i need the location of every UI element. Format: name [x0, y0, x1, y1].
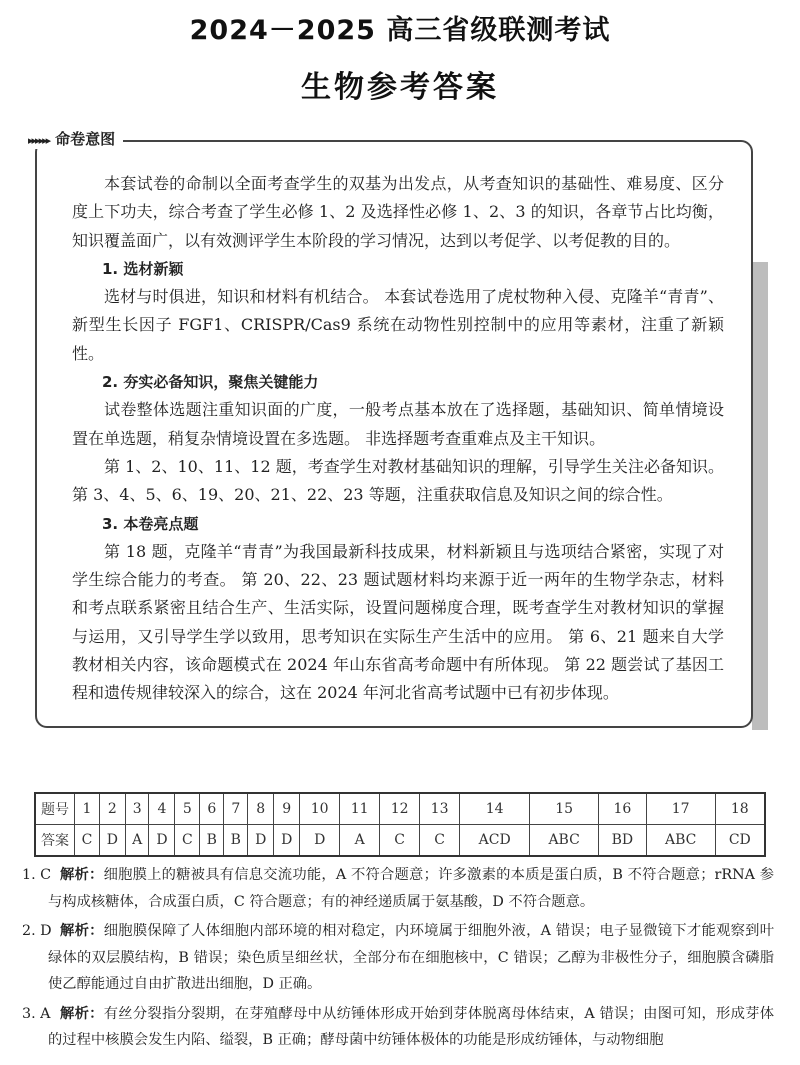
question-number-cell: 16 [599, 793, 647, 825]
question-number-cell: 4 [149, 793, 175, 825]
answer-row [35, 825, 765, 857]
answer-cell: D [99, 825, 125, 857]
explanation-number: 3. A [22, 1005, 51, 1022]
answer-cell: C [175, 825, 200, 857]
section-heading: 1. 选材新颖 [102, 259, 184, 278]
answer-cell: B [200, 825, 224, 857]
answer-cell: CD [715, 825, 765, 857]
answer-cell: A [340, 825, 380, 857]
explanation-text: 有丝分裂指分裂期，在芽殖酵母中从纺锤体形成开始到芽体脱离母体结束，A 错误；由图可知，形成芽体的过程中核膜会发生内陷、缢裂，B 正确；酵母菌中纺锤体极体的功能是形成纺锤体，与动物细胞 [48, 1005, 774, 1048]
question-number-cell: 10 [300, 793, 340, 825]
question-number-cell: 14 [460, 793, 530, 825]
answer-cell: A [125, 825, 149, 857]
document-subtitle: 生物参考答案 [301, 70, 499, 105]
explanations [22, 862, 774, 1057]
section-paragraph: 第 18 题，克隆羊“青青”为我国最新科技成果，材料新颖且与选项结合紧密，实现了对学生综合能力的考查。 第 20、22、23 题试题材料均来源于近一两年的生物学杂志，材料和考点联系紧密且结合生产、生活实际，设置问题梯度合理，既考查学生对教材知识的掌握与运用，又引导学生学以致用，思考知识在实际生产生活中的应用。 第 6、21 题来自大学教材相关内容，该命题模式在 2024 年山东省高考命题中有所体现。 第 22 题尝试了基因工程和遗传规律较深入的综合，这在 2024 年河北省高考试题中已有初步体现。 [72, 541, 724, 703]
explanation-label: 解析： [60, 923, 104, 939]
row-label: 答案 [35, 825, 75, 857]
answer-cell: B [224, 825, 248, 857]
explanation-number: 2. D [22, 923, 52, 939]
document-title: 2024－2025 高三省级联测考试 [189, 15, 611, 46]
question-number-cell: 3 [125, 793, 149, 825]
answer-cell: C [75, 825, 100, 857]
question-number-cell: 7 [224, 793, 248, 825]
explanation-item [22, 1001, 774, 1054]
intent-heading-text: 命卷意图 [55, 130, 116, 148]
box-shadow [752, 262, 768, 730]
question-number-cell: 15 [530, 793, 599, 825]
question-number-cell: 6 [200, 793, 224, 825]
question-number-cell: 8 [248, 793, 274, 825]
intent-box-heading [28, 128, 123, 149]
explanation-text: 细胞膜上的糖被具有信息交流功能，A 不符合题意；许多激素的本质是蛋白质，B 不符合题意；rRNA 参与构成核糖体，合成蛋白质，C 符合题意；有的神经递质属于氨基酸，D 不符合题意。 [48, 867, 774, 910]
explanation-item [22, 862, 774, 915]
question-number-cell: 1 [75, 793, 100, 825]
answer-cell: D [274, 825, 300, 857]
answer-cell: D [300, 825, 340, 857]
answer-cell: BD [599, 825, 647, 857]
question-number-cell: 13 [420, 793, 460, 825]
answer-table [34, 792, 766, 857]
answer-cell: D [149, 825, 175, 857]
question-number-cell: 11 [340, 793, 380, 825]
question-number-cell: 2 [99, 793, 125, 825]
section-paragraph: 试卷整体选题注重知识面的广度，一般考点基本放在了选择题，基础知识、简单情境设置在单选题，稍复杂情境设置在多选题。 非选择题考查重难点及主干知识。 [72, 400, 724, 448]
arrow-icons: ▸▸▸▸▸▸ [28, 134, 50, 147]
question-number-cell: 12 [380, 793, 420, 825]
explanation-label: 解析： [60, 1005, 104, 1022]
question-number-cell: 5 [175, 793, 200, 825]
section-heading: 2. 夯实必备知识，聚焦关键能力 [102, 373, 319, 392]
intent-box-body [72, 170, 724, 708]
explanation-number: 1. C [22, 867, 52, 883]
answer-cell: C [380, 825, 420, 857]
answer-cell: C [420, 825, 460, 857]
row-label: 题号 [35, 793, 75, 825]
question-number-row [35, 793, 765, 825]
intro-paragraph: 本套试卷的命制以全面考查学生的双基为出发点，从考查知识的基础性、难易度、区分度上下功夫，综合考查了学生必修 1、2 及选择性必修 1、2、3 的知识，各章节占比均衡，知识覆盖面广，以有效测评学生本阶段的学习情况，达到以考促学、以考促教的目的。 [72, 174, 724, 250]
question-number-cell: 18 [715, 793, 765, 825]
explanation-text: 细胞膜保障了人体细胞内部环境的相对稳定，内环境属于细胞外液，A 错误；电子显微镜下才能观察到叶绿体的双层膜结构，B 错误；染色质呈细丝状，全部分布在细胞核中，C 错误；乙醇为非极性分子，细胞膜含磷脂使乙醇能通过自由扩散进出细胞，D 正确。 [48, 923, 774, 992]
section-heading: 3. 本卷亮点题 [102, 514, 199, 533]
question-number-cell: 17 [646, 793, 715, 825]
answer-cell: ABC [530, 825, 599, 857]
answer-cell: ABC [646, 825, 715, 857]
section-paragraph: 第 1、2、10、11、12 题，考查学生对教材基础知识的理解，引导学生关注必备知识。 第 3、4、5、6、19、20、21、22、23 等题，注重获取信息及知识之间的综合性。 [72, 456, 724, 505]
question-number-cell: 9 [274, 793, 300, 825]
section-paragraph: 选材与时俱进，知识和材料有机结合。 本套试卷选用了虎杖物种入侵、克隆羊“青青”、新型生长因子 FGF1、CRISPR/Cas9 系统在动物性别控制中的应用等素材，注重了新颖性。 [72, 287, 724, 363]
answer-cell: ACD [460, 825, 530, 857]
explanation-item [22, 918, 774, 998]
answer-cell: D [248, 825, 274, 857]
explanation-label: 解析： [60, 867, 104, 883]
